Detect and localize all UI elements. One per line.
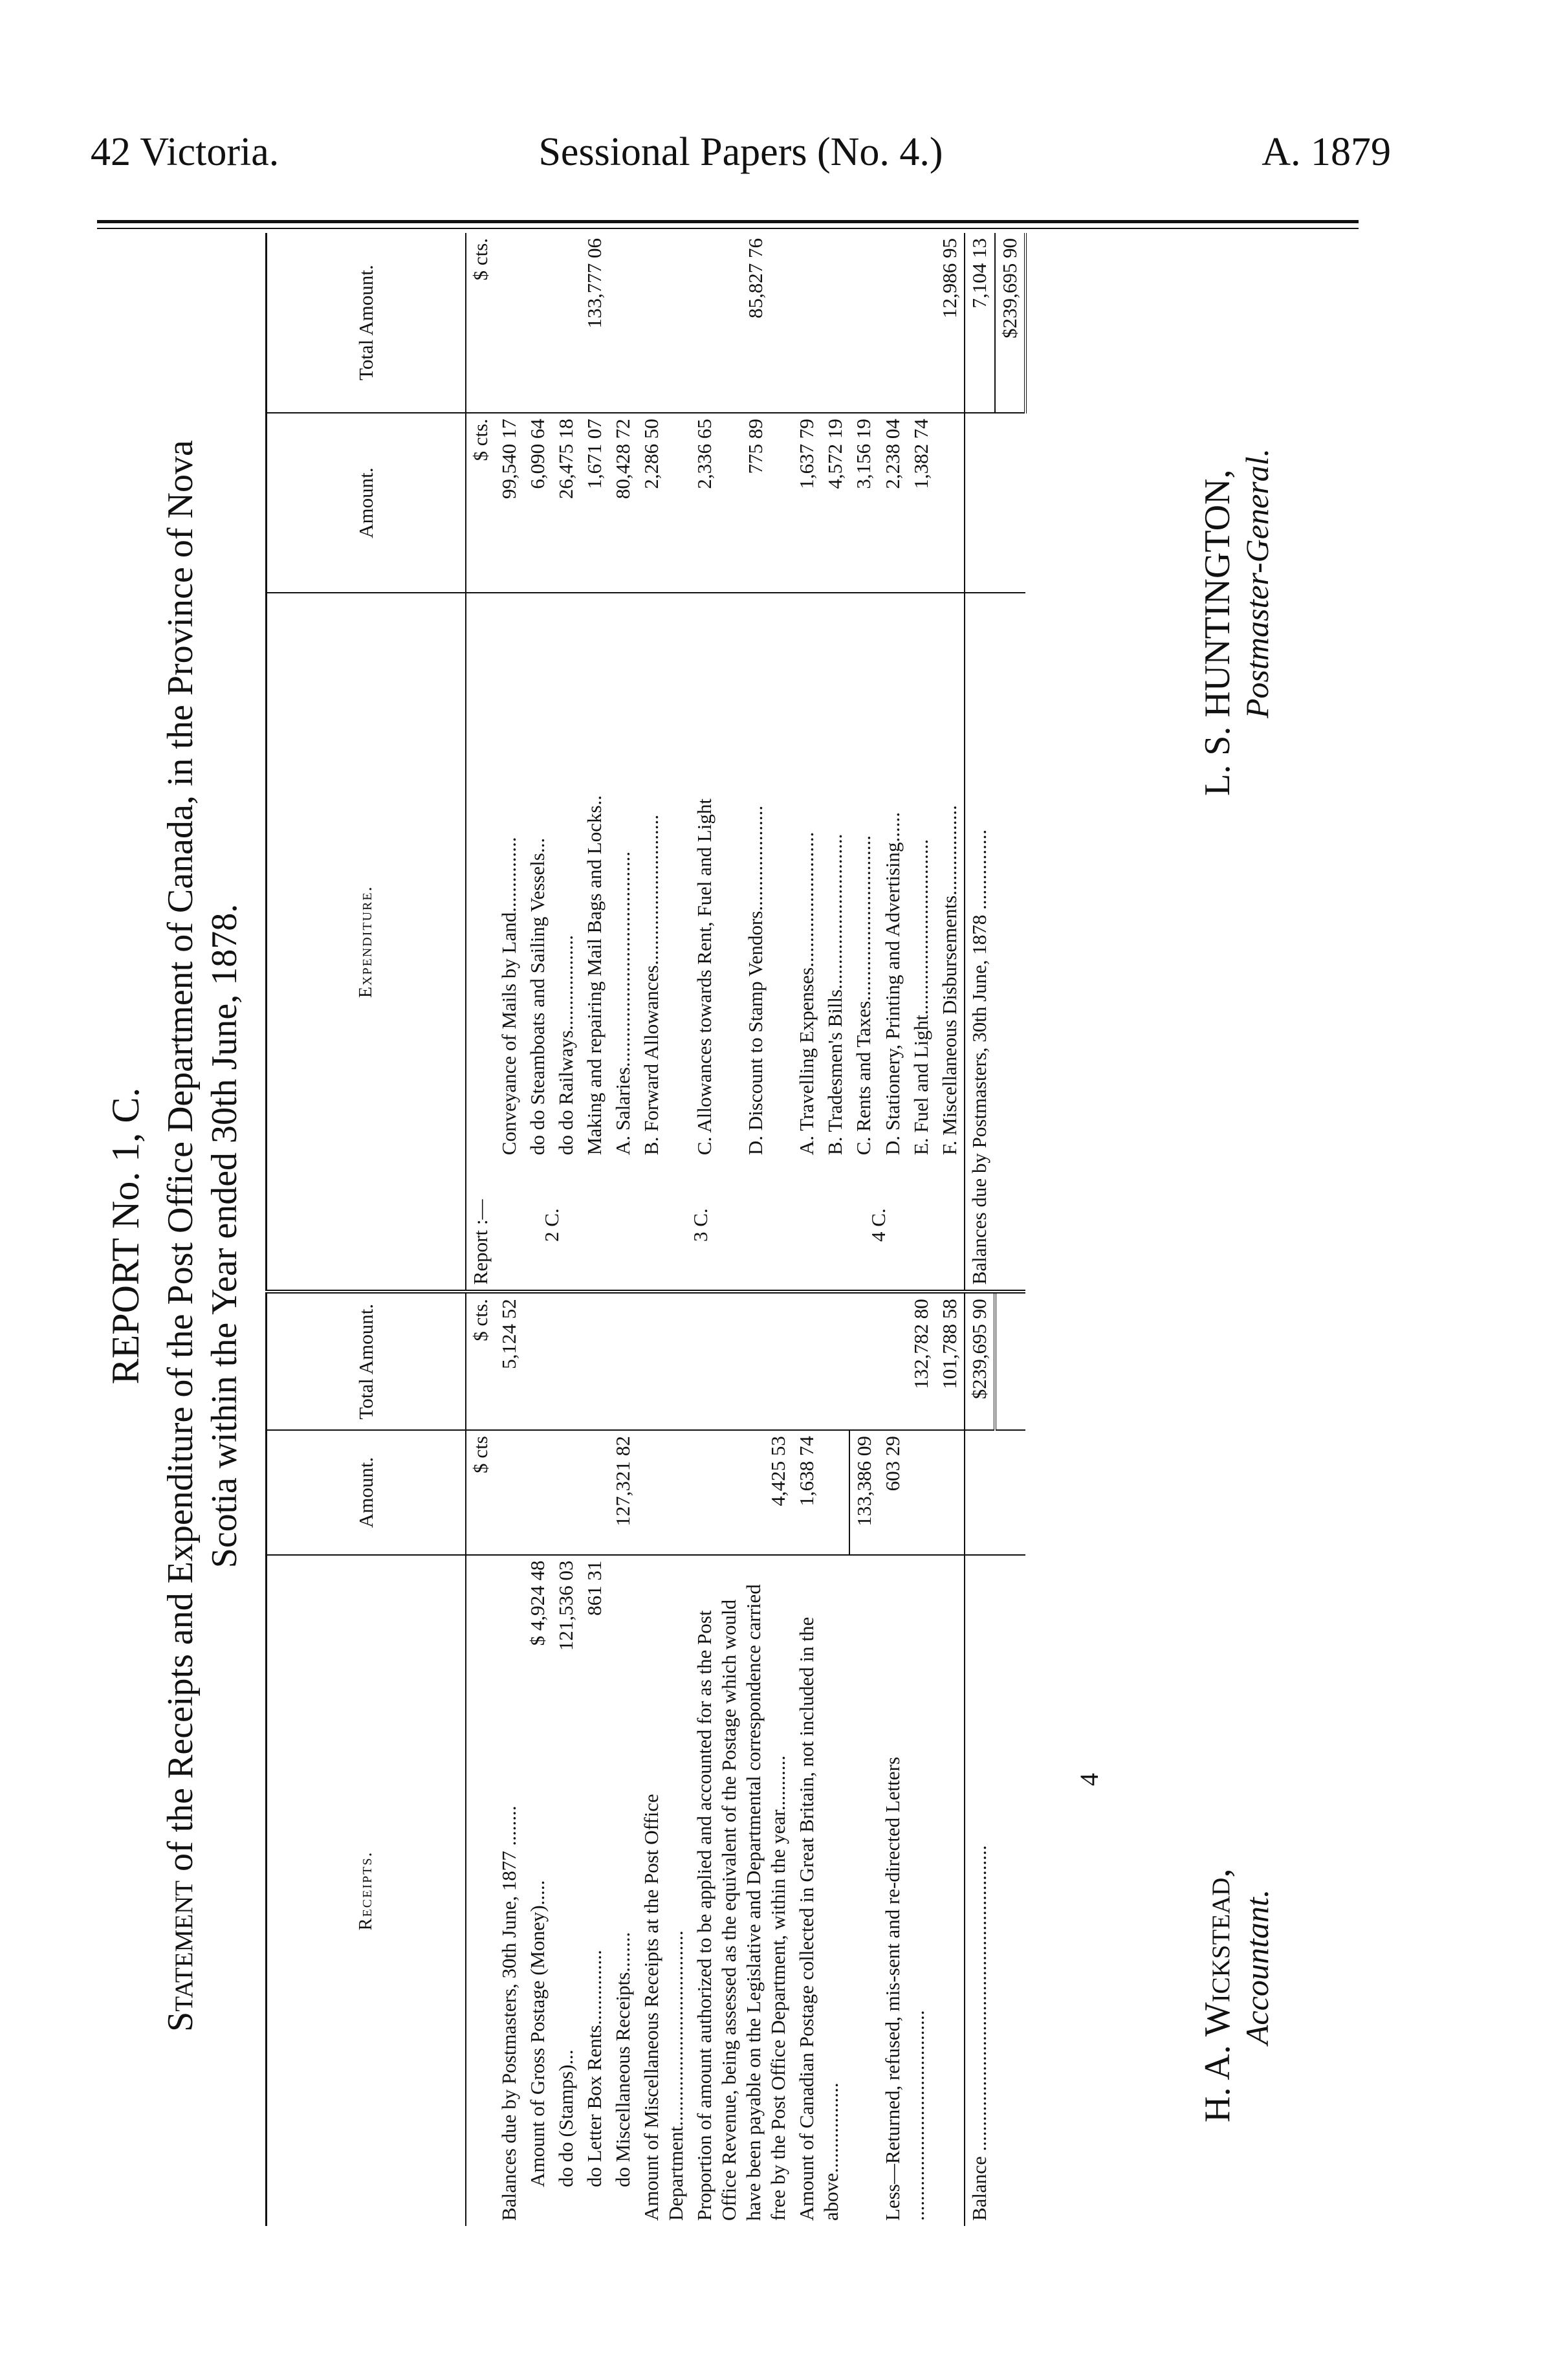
page-number: 4 bbox=[1075, 1773, 1104, 1786]
expenditure-amount: 2,336 65 bbox=[690, 413, 741, 593]
receipt-total: 132,782 80 bbox=[879, 1292, 935, 1430]
expenditure-grand-total: $239,695 90 bbox=[995, 233, 1025, 413]
receipt-total: 5,124 52 bbox=[495, 1292, 523, 1430]
expenditure-amount: 26,475 18 bbox=[552, 413, 580, 593]
expenditure-label: Making and repairing Mail Bags and Locks.. bbox=[583, 795, 606, 1156]
receipts-total-units: $ cts. bbox=[466, 1292, 495, 1430]
expenditure-amount: 3,156 19 bbox=[849, 413, 879, 593]
statement-line2: Scotia within the Year ended 30th June, 1878. bbox=[204, 903, 245, 1569]
expenditure-amount: 2,286 50 bbox=[637, 413, 690, 593]
running-head bbox=[91, 129, 1391, 188]
expenditure-group-total: 12,986 95 bbox=[935, 233, 965, 413]
expenditure-group-total: 85,827 76 bbox=[741, 233, 792, 413]
receipt-label: Amount of Miscellaneous Receipts at the Post Office Department....................................... bbox=[640, 1794, 687, 2221]
grand-total-row bbox=[995, 233, 1025, 2226]
balance-row bbox=[965, 233, 995, 2226]
year-label: A. 1879 bbox=[1262, 130, 1391, 174]
table-row bbox=[792, 233, 821, 2226]
expenditure-amount: 1,382 74 bbox=[907, 413, 935, 593]
accountant-signature bbox=[1197, 1869, 1276, 2122]
expenditure-amount: 80,428 72 bbox=[609, 413, 637, 593]
receipt-label: Proportion of amount authorized to be applied and accounted for as the Post Office Revenue, being assessed as the equivalent of the Postage which would have been payable on the Legislative and Departmental correspondence carried free by the Post Office Department, within the year........... bbox=[693, 1584, 789, 2221]
postmaster-name: L. S. HUNTINGTON, bbox=[1197, 469, 1238, 796]
expenditure-label: F. Miscellaneous Disbursements.................. bbox=[938, 805, 961, 1156]
receipts-amount-units: $ cts bbox=[466, 1430, 495, 1554]
expenditure-label: Conveyance of Mails by Land............... bbox=[497, 837, 520, 1156]
accountant-title: Accountant. bbox=[1239, 1889, 1275, 2045]
receipt-total: 101,788 58 bbox=[935, 1292, 965, 1430]
receipt-label: Balances due by Postmasters, 30th June, 1877 ........ bbox=[497, 1805, 520, 2221]
receipts-expenditure-table bbox=[265, 233, 1027, 2226]
expenditure-label: C. Rents and Taxes................................. bbox=[852, 835, 875, 1156]
expenditure-balance-total: 7,104 13 bbox=[965, 233, 995, 413]
session-label: 42 Victoria. bbox=[91, 130, 279, 174]
expenditure-label: C. Allowances towards Rent, Fuel and Light bbox=[693, 799, 716, 1156]
expenditure-total-heading: Total Amount. bbox=[267, 233, 466, 413]
expenditure-label: D. Discount to Stamp Vendors..................... bbox=[744, 805, 767, 1156]
postmaster-signature bbox=[1197, 448, 1276, 796]
expenditure-amount: 1,671 07 bbox=[580, 413, 609, 593]
expenditure-heading: Expenditure. bbox=[267, 593, 466, 1292]
statement-title bbox=[158, 233, 246, 2239]
expenditure-amount: 2,238 04 bbox=[879, 413, 907, 593]
expenditure-balance-label: Balances due by Postmasters, 30th June, 1878 ................ bbox=[965, 593, 995, 1292]
receipt-amount: 1,638 74 bbox=[792, 1430, 849, 1554]
units-row bbox=[466, 233, 495, 2226]
accountant-name: H. A. Wickstead, bbox=[1197, 1868, 1238, 2122]
receipts-heading: Receipts. bbox=[267, 1555, 466, 2226]
receipt-inner-amount: 861 31 bbox=[583, 1560, 606, 1616]
expenditure-label: B. Tradesmen's Bills............................... bbox=[824, 833, 846, 1156]
receipt-balance-label: Balance ............................................................. bbox=[965, 1555, 995, 2226]
table-row bbox=[495, 233, 523, 2226]
receipt-label: Amount of Canadian Postage collected in Great Britain, not included in the above.................. bbox=[795, 1616, 842, 2221]
expenditure-amount-heading: Amount. bbox=[267, 413, 466, 593]
report-title: REPORT No. 1, C. bbox=[104, 1087, 147, 1385]
expenditure-label: D. Stationery, Printing and Advertising...... bbox=[881, 811, 904, 1156]
expenditure-label: A. Salaries........................................... bbox=[611, 851, 634, 1156]
receipt-amount: 603 29 bbox=[879, 1430, 935, 1554]
receipt-amount-subtotal: 133,386 09 bbox=[849, 1430, 879, 1554]
expenditure-amount: 4,572 19 bbox=[821, 413, 849, 593]
receipt-label: Amount of Gross Postage (Money)..... bbox=[526, 1880, 549, 2187]
statement-lead: Statement bbox=[160, 1880, 201, 2032]
expenditure-amount: 775 89 bbox=[741, 413, 792, 593]
sessional-papers-label: Sessional Papers (No. 4.) bbox=[538, 130, 943, 174]
expenditure-group-total: 133,777 06 bbox=[580, 233, 609, 413]
receipt-grand-total: $239,695 90 bbox=[965, 1292, 995, 1430]
expenditure-label: E. Fuel and Light................................... bbox=[910, 839, 932, 1156]
expenditure-amount: 1,637 79 bbox=[792, 413, 821, 593]
expenditure-code-2c: 2 C. bbox=[495, 1160, 609, 1292]
receipt-inner-amount: 121,536 03 bbox=[554, 1560, 577, 1651]
postmaster-title: Postmaster-General. bbox=[1239, 448, 1275, 718]
statement-line1: of the Receipts and Expenditure of the Post Office Department of Canada, in the Province of Nova bbox=[160, 440, 201, 1881]
receipts-total-heading: Total Amount. bbox=[267, 1292, 466, 1430]
receipt-amount: 4,425 53 bbox=[690, 1430, 792, 1554]
table-header-row bbox=[267, 233, 466, 2226]
receipt-inner-amount: $ 4,924 48 bbox=[526, 1560, 549, 1646]
receipt-amount: 127,321 82 bbox=[609, 1430, 637, 1554]
expenditure-total-units: $ cts. bbox=[466, 233, 495, 413]
receipt-label: do do (Stamps)... bbox=[554, 2049, 577, 2187]
header-rule-thin bbox=[97, 228, 1359, 229]
expenditure-label: A. Travelling Expenses........................... bbox=[795, 832, 818, 1156]
expenditure-amount: 99,540 17 bbox=[495, 413, 523, 593]
expenditure-label: B. Forward Allowances.............................. bbox=[640, 815, 662, 1156]
expenditure-amount: 6,090 64 bbox=[523, 413, 552, 593]
receipt-label: Less—Returned, refused, mis-sent and re-directed Letters .......................................... bbox=[881, 1756, 928, 2221]
expenditure-code-3c: 3 C. bbox=[609, 1160, 792, 1292]
expenditure-code-4c: 4 C. bbox=[792, 1160, 965, 1292]
expenditure-amount-units: $ cts. bbox=[466, 413, 495, 593]
report-label: Report :— bbox=[466, 593, 495, 1292]
header-rule-thick bbox=[97, 220, 1359, 223]
receipts-amount-heading: Amount. bbox=[267, 1430, 466, 1554]
expenditure-label: do do Steamboats and Sailing Vessels... bbox=[526, 837, 549, 1156]
expenditure-label: do do Railways................... bbox=[554, 934, 577, 1156]
receipt-label: do Letter Box Rents............... bbox=[583, 1950, 606, 2187]
rotated-report bbox=[104, 233, 1346, 2239]
receipt-label: do Miscellaneous Receipts........ bbox=[611, 1932, 634, 2187]
table-row bbox=[609, 233, 637, 2226]
